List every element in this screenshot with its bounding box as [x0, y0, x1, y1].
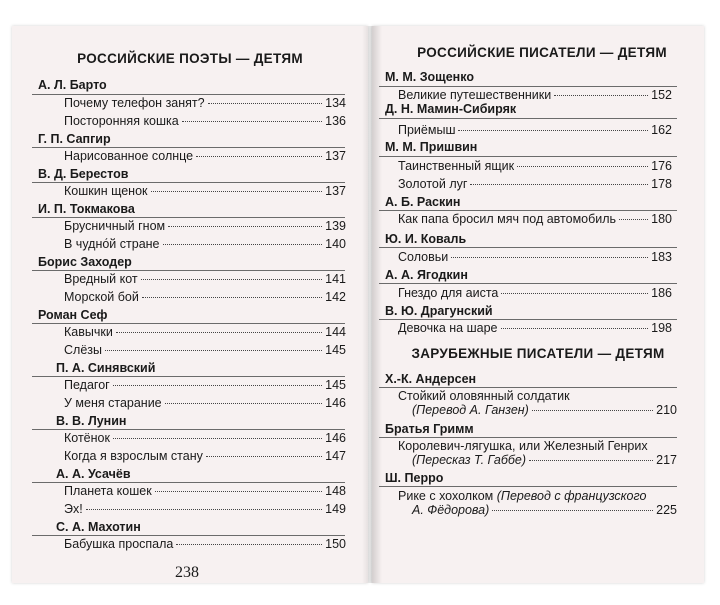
toc-entry [64, 220, 346, 233]
toc-entry [412, 504, 677, 517]
dot-leader [529, 460, 653, 461]
page-ref: 147 [325, 449, 346, 463]
work-title: Слёзы [64, 343, 102, 357]
dot-leader [151, 191, 323, 192]
dot-leader [142, 297, 322, 298]
work-title: Котёнок [64, 431, 110, 445]
toc-entry [64, 185, 346, 198]
page-ref: 198 [651, 321, 672, 335]
toc-entry [64, 273, 346, 286]
dot-leader [86, 509, 322, 510]
toc-entry [64, 115, 346, 128]
dot-leader [501, 328, 649, 329]
dot-leader [492, 510, 653, 511]
author-rule [379, 319, 677, 320]
work-title: Почему телефон занят? [64, 96, 205, 110]
toc-entry [64, 503, 346, 516]
author-rule [379, 156, 677, 157]
author-rule [379, 387, 677, 388]
dot-leader [155, 491, 322, 492]
toc-entry [398, 89, 672, 102]
author-grimm: Братья Гримм [385, 422, 474, 436]
author-zakhoder: Борис Заходер [38, 255, 132, 269]
author-raskin: А. Б. Раскин [385, 195, 461, 209]
page-ref: 141 [325, 272, 346, 286]
page-ref: 144 [325, 325, 346, 339]
work-title: Морской бой [64, 290, 139, 304]
author-rule [379, 210, 677, 211]
book-gutter [362, 26, 382, 583]
section-heading-foreign-writers: ЗАРУБЕЖНЫЕ ПИСАТЕЛИ — ДЕТЯМ [411, 346, 665, 361]
toc-entry [64, 379, 346, 392]
toc-entry [64, 432, 346, 445]
page-ref: 176 [651, 159, 672, 173]
toc-entry [412, 454, 677, 467]
dot-leader [113, 438, 322, 439]
work-title: Таинственный ящик [398, 159, 515, 173]
section-heading-russian-poets: РОССИЙСКИЕ ПОЭТЫ — ДЕТЯМ [77, 51, 303, 66]
toc-entry [412, 404, 677, 417]
author-rule [32, 147, 345, 148]
page-ref: 150 [325, 537, 346, 551]
work-title: Кавычки [64, 325, 113, 339]
author-makhotin: С. А. Махотин [56, 520, 141, 534]
author-sef: Роман Сеф [38, 308, 108, 322]
work-translator: (Пересказ Т. Габбе) [412, 453, 527, 467]
page-ref: 148 [325, 484, 346, 498]
dot-leader [182, 121, 322, 122]
toc-entry [398, 178, 672, 191]
work-title: Королевич-лягушка, или Железный Генрих [398, 439, 648, 453]
toc-entry [64, 450, 346, 463]
page-ref: 145 [325, 378, 346, 392]
page-ref: 183 [651, 250, 672, 264]
dot-leader [501, 293, 648, 294]
work-translator: (Перевод с французского [496, 489, 647, 503]
work-title: Когда я взрослым стану [64, 449, 203, 463]
work-title: Гнездо для аиста [398, 286, 499, 300]
page-ref: 136 [325, 114, 346, 128]
dot-leader [532, 410, 653, 411]
page-ref: 134 [325, 96, 346, 110]
page-ref: 140 [325, 237, 346, 251]
dot-leader [176, 544, 322, 545]
page-ref: 186 [651, 286, 672, 300]
author-yagodkin: А. А. Ягодкин [385, 268, 468, 282]
author-dragunsky: В. Ю. Драгунский [385, 304, 493, 318]
page-ref: 137 [325, 184, 346, 198]
work-title: Нарисованное солнце [64, 149, 194, 163]
author-rule [32, 535, 345, 536]
author-rule [32, 217, 345, 218]
author-zoshchenko: М. М. Зощенко [385, 70, 474, 84]
page-ref: 217 [656, 453, 677, 467]
author-koval: Ю. И. Коваль [385, 232, 467, 246]
author-rule [32, 482, 345, 483]
author-lunin: В. В. Лунин [56, 414, 127, 428]
author-sapgir: Г. П. Сапгир [38, 132, 111, 146]
author-rule [379, 437, 677, 438]
work-title: Планета кошек [64, 484, 152, 498]
work-title: Бабушка проспала [64, 537, 174, 551]
author-rule [379, 247, 677, 248]
dot-leader [116, 332, 322, 333]
work-title: Как папа бросил мяч под автомобиль [398, 212, 617, 226]
page-ref: 137 [325, 149, 346, 163]
work-title: Великие путешественники [398, 88, 552, 102]
section-heading-russian-writers: РОССИЙСКИЕ ПИСАТЕЛИ — ДЕТЯМ [417, 45, 667, 60]
author-rule [32, 376, 345, 377]
toc-entry [64, 485, 346, 498]
work-title: Девочка на шаре [398, 321, 498, 335]
author-prishvin: М. М. Пришвин [385, 140, 478, 154]
author-usachev: А. А. Усачёв [56, 467, 131, 481]
work-title: Вредный кот [64, 272, 138, 286]
author-rule [32, 270, 345, 271]
author-sinyavsky: П. А. Синявский [56, 361, 156, 375]
dot-leader [165, 403, 323, 404]
toc-entry [398, 322, 672, 335]
dot-leader [554, 95, 648, 96]
dot-leader [168, 226, 322, 227]
work-title: Золотой луг [398, 177, 468, 191]
dot-leader [208, 103, 323, 104]
work-title: Посторонняя кошка [64, 114, 179, 128]
author-barto: А. Л. Барто [38, 78, 107, 92]
dot-leader [141, 279, 323, 280]
author-rule [32, 429, 345, 430]
dot-leader [458, 130, 648, 131]
author-andersen: Х.-К. Андерсен [385, 372, 477, 386]
dot-leader [196, 156, 322, 157]
author-tokmakova: И. П. Токмакова [38, 202, 135, 216]
toc-entry [64, 291, 346, 304]
author-rule [32, 323, 345, 324]
work-title: Педагог [64, 378, 110, 392]
dot-leader [470, 184, 648, 185]
work-title: Рике с хохолком [398, 489, 494, 503]
toc-entry [64, 326, 346, 339]
author-rule [379, 118, 677, 119]
work-title: Стойкий оловянный солдатик [398, 389, 570, 403]
author-rule [379, 486, 677, 487]
work-translator: (Перевод А. Ганзен) [412, 403, 529, 417]
author-rule [379, 283, 677, 284]
toc-entry [398, 160, 672, 173]
page-ref: 162 [651, 123, 672, 137]
toc-entry [64, 150, 346, 163]
toc-entry [398, 251, 672, 264]
work-title: Соловьи [398, 250, 449, 264]
toc-entry [64, 397, 346, 410]
work-title: Брусничный гном [64, 219, 166, 233]
page-ref: 146 [325, 431, 346, 445]
dot-leader [163, 244, 323, 245]
author-perrault: Ш. Перро [385, 471, 444, 485]
work-title: Кошкин щенок [64, 184, 148, 198]
toc-entry [64, 238, 346, 251]
toc-entry [398, 213, 672, 226]
toc-entry [64, 538, 346, 551]
page-ref: 149 [325, 502, 346, 516]
toc-entry [398, 124, 672, 137]
work-title: Приёмыш [398, 123, 456, 137]
work-title-line [398, 490, 646, 503]
author-mamin-sibiryak: Д. Н. Мамин-Сибиряк [385, 102, 517, 116]
page-ref: 178 [651, 177, 672, 191]
page-ref: 180 [651, 212, 672, 226]
page-ref: 225 [656, 503, 677, 517]
toc-entry [64, 97, 346, 110]
page-ref: 146 [325, 396, 346, 410]
page-ref: 145 [325, 343, 346, 357]
toc-entry [64, 344, 346, 357]
page-number: 238 [175, 564, 199, 581]
author-rule [32, 94, 345, 95]
dot-leader [206, 456, 322, 457]
author-rule [379, 86, 677, 87]
author-rule [32, 182, 345, 183]
dot-leader [105, 350, 322, 351]
page-ref: 152 [651, 88, 672, 102]
page-ref: 142 [325, 290, 346, 304]
dot-leader [619, 219, 648, 220]
page-ref: 139 [325, 219, 346, 233]
work-title: Эх! [64, 502, 83, 516]
author-berestov: В. Д. Берестов [38, 167, 129, 181]
work-title: У меня старание [64, 396, 162, 410]
page-ref: 210 [656, 403, 677, 417]
dot-leader [451, 257, 648, 258]
work-title: В чудно́й стране [64, 237, 160, 251]
work-translator-cont: А. Фёдорова) [412, 503, 490, 517]
toc-entry [398, 287, 672, 300]
dot-leader [113, 385, 322, 386]
dot-leader [517, 166, 648, 167]
